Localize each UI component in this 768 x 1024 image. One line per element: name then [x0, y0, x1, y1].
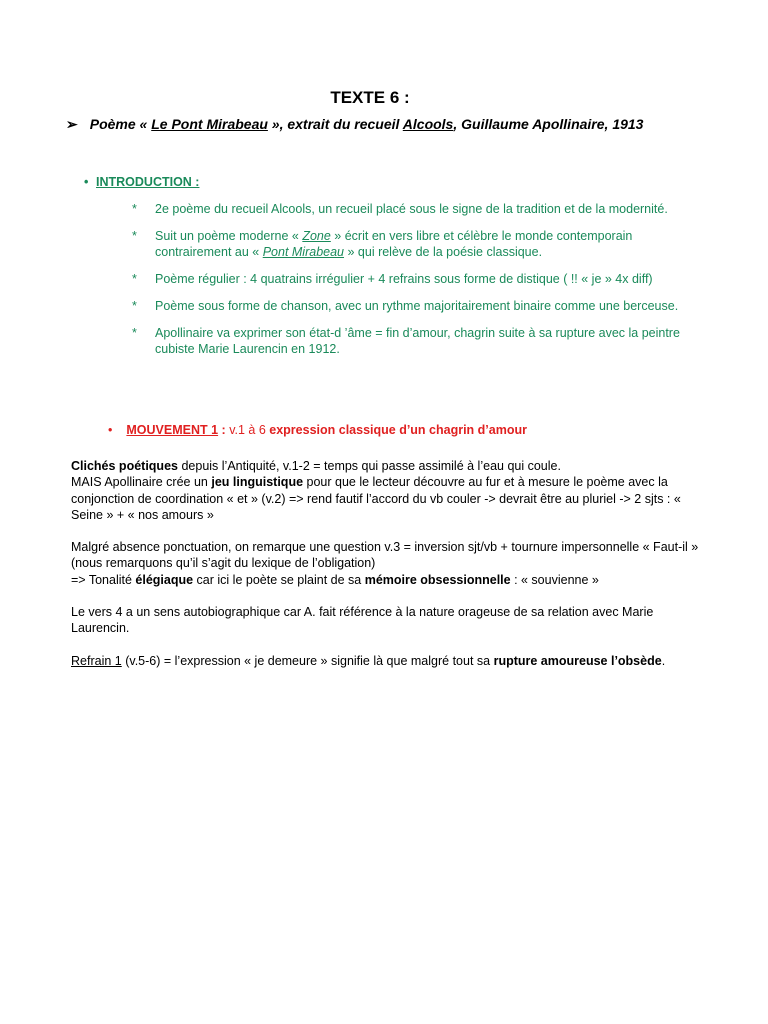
paragraph — [71, 653, 711, 669]
text-segment: MAIS Apollinaire crée un — [71, 475, 212, 490]
bold-term: mémoire obsessionnelle — [364, 572, 511, 587]
star-bullet-icon: * — [132, 326, 137, 340]
text-segment: : « souvienne » — [510, 572, 599, 587]
bold-term: élégiaque — [135, 572, 194, 587]
list-item-text: Poème régulier : 4 quatrains irrégulier + 4 refrains sous forme de distique ( !! « je » 4x diff) — [155, 272, 653, 286]
paragraph — [71, 458, 711, 523]
text-segment: car ici le poète se plaint de sa — [193, 572, 365, 587]
text-segment: Le vers 4 a un sens autobiographique car A. fait référence à la nature orageuse de sa relation avec Marie Laurencin. — [71, 605, 654, 636]
list-item-text: 2e poème du recueil Alcools, un recueil placé sous le signe de la tradition et de la modernité. — [155, 202, 668, 216]
subtitle-text: , Guillaume Apollinaire, 1913 — [453, 116, 644, 132]
bold-term: Clichés poétiques — [71, 459, 178, 473]
text-segment: pour que le lecteur découvre au fur et à mesure le poème avec la conjonction de coordination « et » (v.2) => rend fautif l’accord du vb couler -> devrait être au pluriel -> 2 sjts : « Seine » + « nos amours » — [71, 475, 681, 522]
text-segment: . — [661, 653, 666, 668]
list-item-text — [155, 228, 692, 260]
arrow-bullet-icon: ➢ — [66, 116, 78, 132]
star-bullet-icon: * — [132, 229, 137, 243]
paragraph — [71, 604, 711, 637]
bold-term: jeu linguistique — [211, 475, 304, 490]
zone-title: Zone — [302, 229, 331, 243]
text-segment: » qui relève de la poésie classique. — [344, 245, 543, 259]
mouvement-description: expression classique d’un chagrin d’amour — [269, 423, 527, 437]
bold-term: rupture amoureuse l’obsède — [493, 653, 662, 668]
text-segment: => Tonalité — [71, 572, 136, 587]
list-item — [132, 298, 692, 314]
introduction-label: INTRODUCTION : — [96, 175, 200, 189]
list-item-text: Apollinaire va exprimer son état-d ’âme = fin d’amour, chagrin suite à sa rupture avec la peintre cubiste Marie Laurencin en 1912. — [155, 326, 680, 356]
subtitle-text: », extrait du recueil — [267, 116, 403, 132]
red-bullet-icon: • — [108, 423, 113, 437]
pont-mirabeau-title: Pont Mirabeau — [262, 245, 345, 259]
mouvement-label: MOUVEMENT 1 — [126, 423, 219, 437]
introduction-heading — [84, 175, 199, 189]
list-item — [132, 325, 692, 357]
text-segment: » écrit en vers libre et célèbre le monde contemporain contrairement au « — [155, 229, 633, 259]
list-item-text: Poème sous forme de chanson, avec un rythme majoritairement binaire comme une berceuse. — [155, 299, 679, 313]
star-bullet-icon: * — [132, 202, 137, 216]
mouvement-range: v.1 à 6 — [229, 423, 270, 437]
mouvement-heading — [108, 423, 527, 437]
document-subtitle — [66, 116, 756, 133]
paragraph — [71, 539, 711, 588]
mouvement-colon: : — [218, 423, 230, 437]
introduction-list — [132, 201, 692, 368]
list-item — [132, 228, 692, 260]
poem-title: Le Pont Mirabeau — [151, 116, 268, 132]
analysis-body — [71, 458, 711, 685]
text-segment: depuis l’Antiquité, v.1-2 = temps qui passe assimilé à l’eau qui coule. — [177, 459, 561, 473]
star-bullet-icon: * — [132, 272, 137, 286]
list-item — [132, 271, 692, 287]
book-title: Alcools — [402, 116, 454, 132]
document-title: TEXTE 6 : — [330, 88, 410, 107]
refrain-label: Refrain 1 — [71, 653, 122, 668]
subtitle-text: Poème « — [89, 116, 152, 132]
text-segment: Malgré absence ponctuation, on remarque une question v.3 = inversion sjt/vb + tournure impersonnelle « Faut-il » (nous remarquons qu’il s’agit du lexique de l’obligation) — [71, 540, 699, 571]
star-bullet-icon: * — [132, 299, 137, 313]
text-segment: Suit un poème moderne « — [155, 229, 303, 243]
list-item — [132, 201, 692, 217]
bullet-icon: • — [84, 175, 89, 189]
text-segment: (v.5-6) = l’expression « je demeure » signifie là que malgré tout sa — [121, 653, 494, 668]
